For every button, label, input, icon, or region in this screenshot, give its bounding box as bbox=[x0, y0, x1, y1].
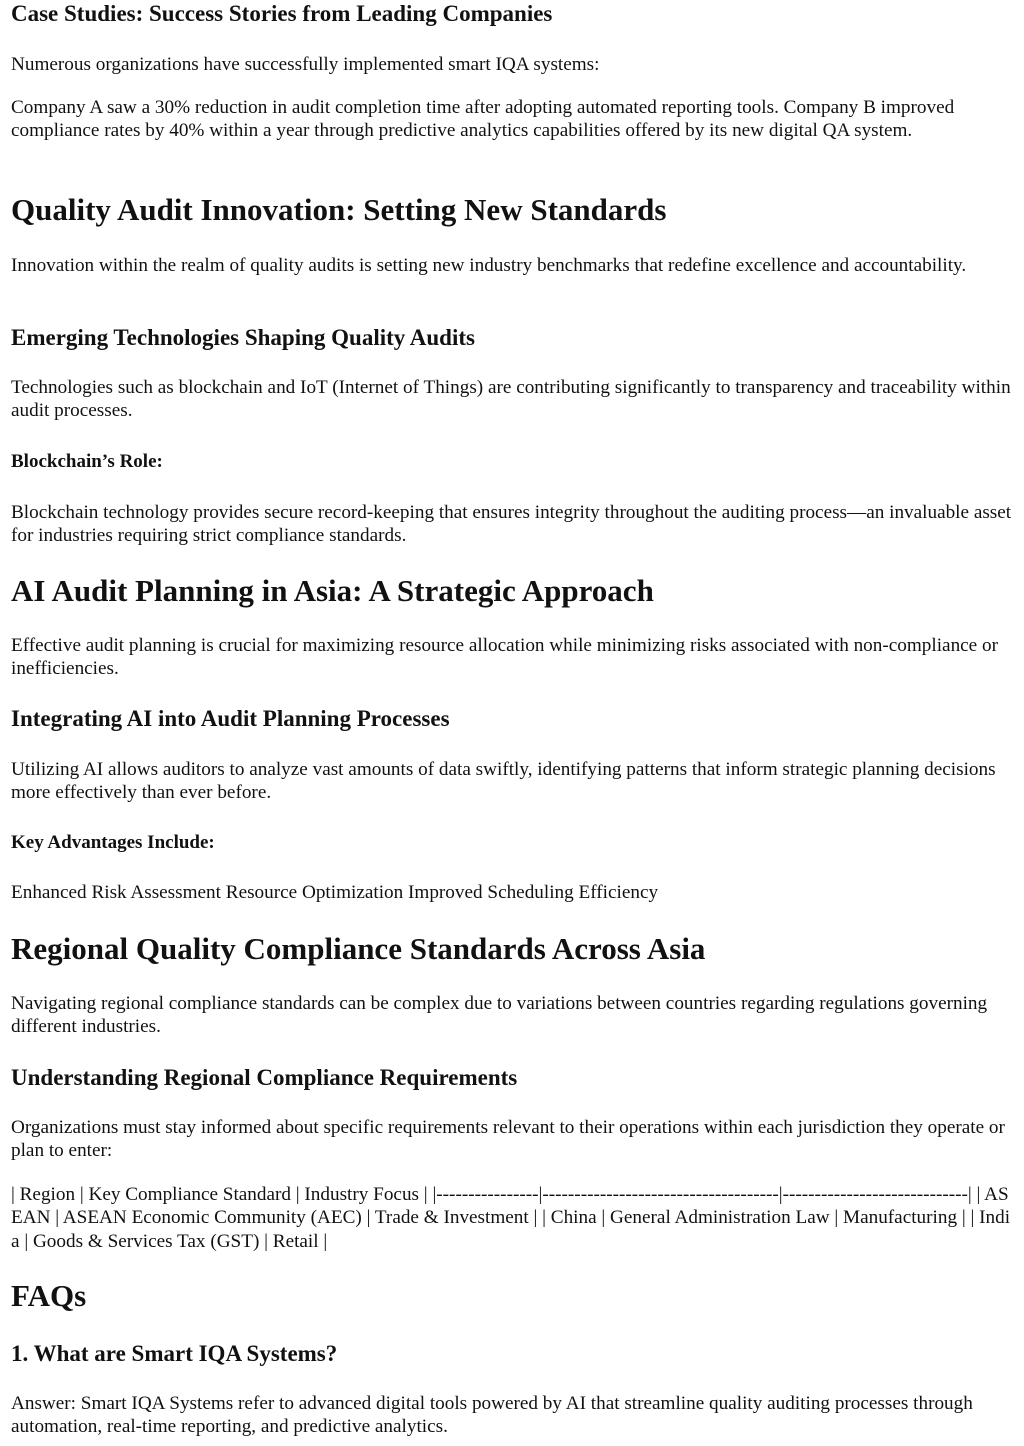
case-studies-intro: Numerous organizations have successfully implemented smart IQA systems: bbox=[11, 54, 600, 75]
faq1-answer: Answer: Smart IQA Systems refer to advanced digital tools powered by AI that streamline quality auditing processes through automation, real-time reporting, and predictive analytics. bbox=[11, 1393, 973, 1438]
understanding-heading: Understanding Regional Compliance Requirements bbox=[11, 1065, 518, 1090]
blockchain-body: Blockchain technology provides secure record-keeping that ensures integrity throughout the auditing process—an invaluable asset for industries requiring strict compliance standards. bbox=[11, 502, 1012, 547]
innovation-body: Innovation within the realm of quality audits is setting new industry benchmarks that redefine excellence and accountability. bbox=[11, 255, 967, 276]
understanding-body: Organizations must stay informed about specific requirements relevant to their operations within each jurisdiction they operate or plan to enter: bbox=[11, 1117, 1005, 1162]
emerging-heading: Emerging Technologies Shaping Quality Audits bbox=[11, 325, 475, 350]
case-studies-body: Company A saw a 30% reduction in audit completion time after adopting automated reporting tools. Company B improved compliance rates by 40% within a year through predictive analytics capabilities offered by its new digital QA system. bbox=[11, 97, 955, 142]
integrating-heading: Integrating AI into Audit Planning Processes bbox=[11, 706, 450, 731]
blockchain-heading: Blockchain’s Role: bbox=[11, 451, 163, 472]
case-studies-heading: Case Studies: Success Stories from Leading Companies bbox=[11, 1, 553, 26]
compliance-table-text: | Region | Key Compliance Standard | Industry Focus | |----------------|-------------------------------------|-----------------------------| | ASEAN | ASEAN Economic Community (AEC) | Trade & Investment | | China | General Administration Law | Manufacturing | | India | Goods & Services Tax (GST) | Retail | bbox=[11, 1184, 1011, 1252]
integrating-body: Utilizing AI allows auditors to analyze vast amounts of data swiftly, identifying patterns that inform strategic planning decisions more effectively than ever before. bbox=[11, 759, 996, 804]
emerging-body: Technologies such as blockchain and IoT (Internet of Things) are contributing significantly to transparency and traceability within audit processes. bbox=[11, 377, 1011, 422]
regional-heading: Regional Quality Compliance Standards Across Asia bbox=[11, 931, 706, 966]
advantages-heading: Key Advantages Include: bbox=[11, 832, 215, 853]
ai-planning-heading: AI Audit Planning in Asia: A Strategic Approach bbox=[11, 573, 654, 608]
innovation-heading: Quality Audit Innovation: Setting New Standards bbox=[11, 192, 667, 227]
faqs-heading: FAQs bbox=[11, 1278, 87, 1313]
ai-planning-body: Effective audit planning is crucial for maximizing resource allocation while minimizing risks associated with non-compliance or inefficiencies. bbox=[11, 635, 998, 680]
faq1-question: 1. What are Smart IQA Systems? bbox=[11, 1341, 338, 1366]
advantages-body: Enhanced Risk Assessment Resource Optimization Improved Scheduling Efficiency bbox=[11, 882, 659, 903]
regional-body: Navigating regional compliance standards can be complex due to variations between countries regarding regulations governing different industries. bbox=[11, 993, 988, 1038]
